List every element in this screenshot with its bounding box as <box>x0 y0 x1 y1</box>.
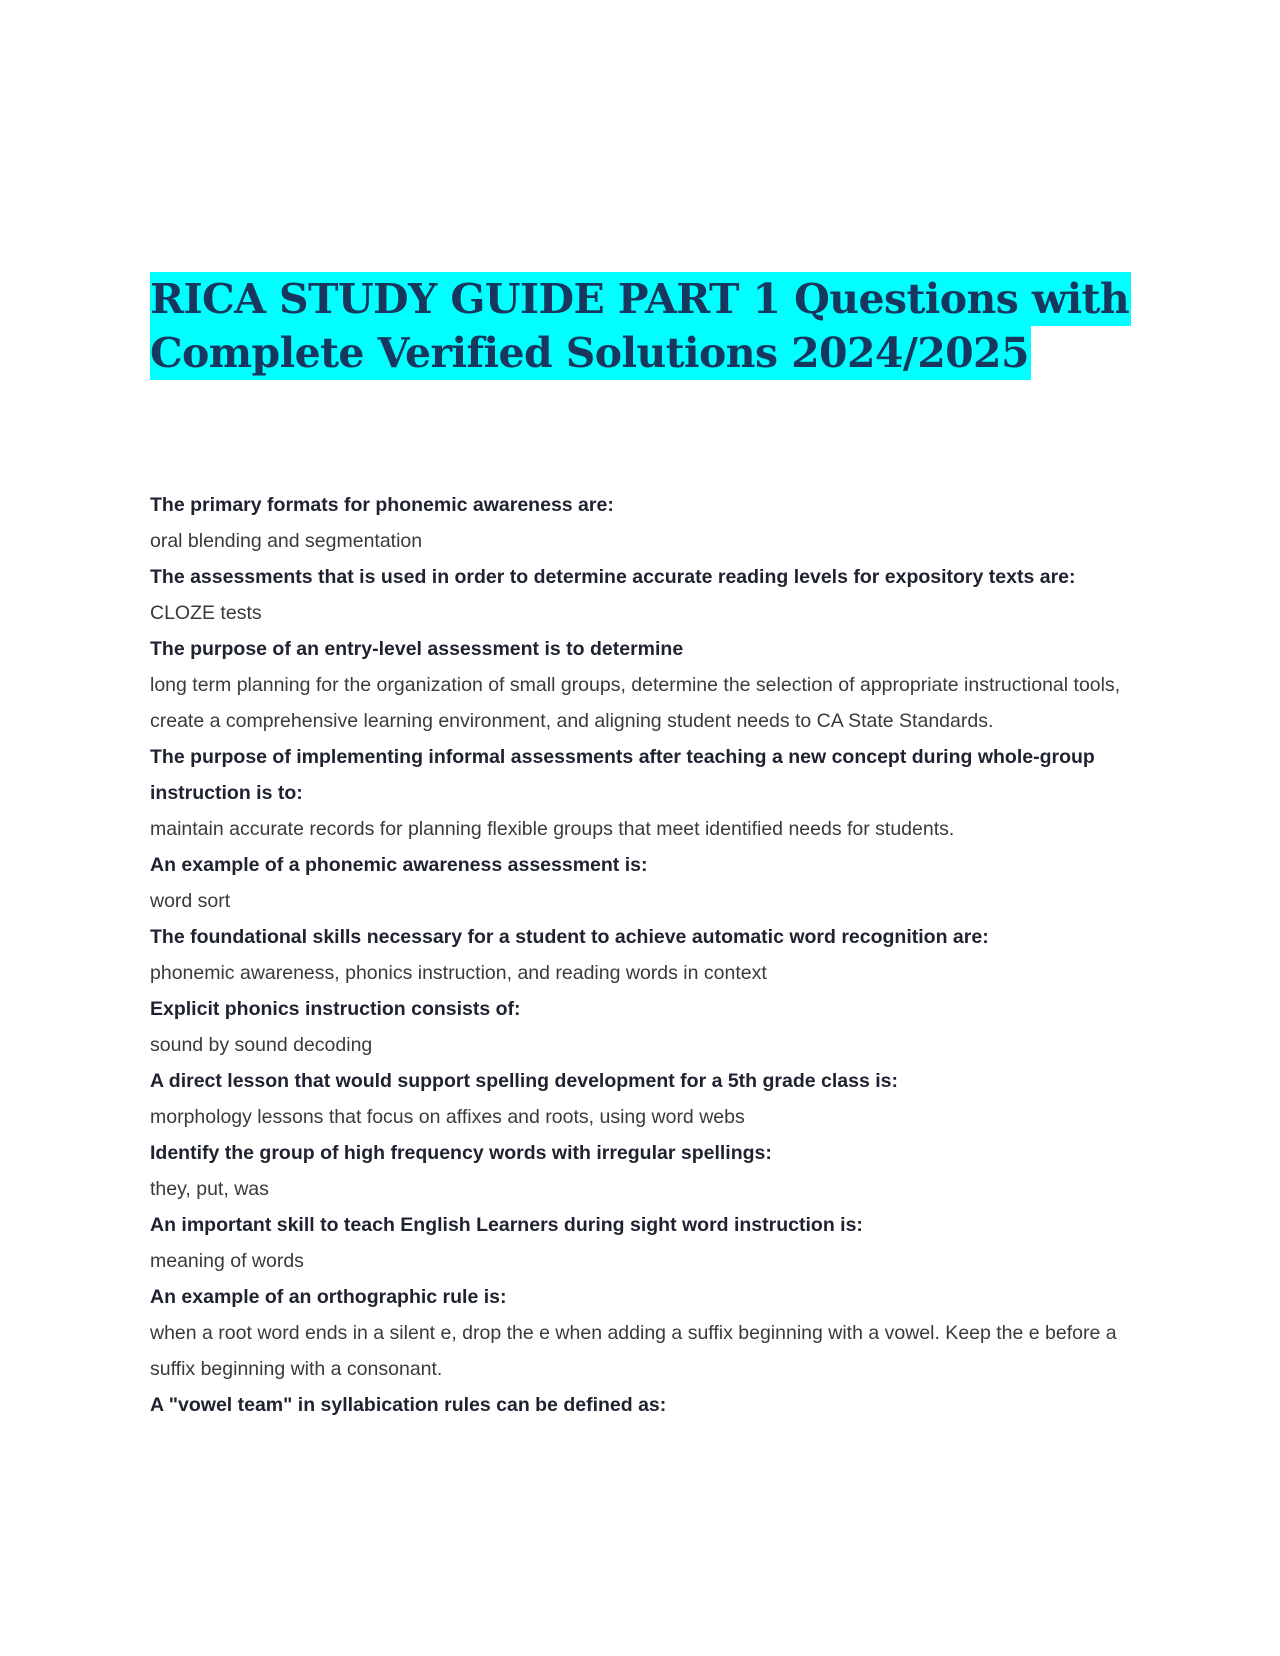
answer-1: oral blending and segmentation <box>150 530 423 552</box>
question-6: The foundational skills necessary for a student to achieve automatic word recognition are: <box>150 926 989 948</box>
answer-6: phonemic awareness, phonics instruction, and reading words in context <box>150 962 767 984</box>
answer-2: CLOZE tests <box>150 602 262 624</box>
title-line-2: Complete Verified Solutions 2024/2025 <box>150 326 1031 380</box>
question-4: The purpose of implementing informal assessments after teaching a new concept during whole-group instruction is to: <box>150 746 1095 804</box>
question-3: The purpose of an entry-level assessment is to determine <box>150 638 684 660</box>
question-7: Explicit phonics instruction consists of: <box>150 998 521 1020</box>
answer-7: sound by sound decoding <box>150 1034 373 1056</box>
qa-list <box>150 487 1160 1423</box>
document-title <box>150 272 1150 380</box>
answer-9: they, put, was <box>150 1178 269 1200</box>
answer-5: word sort <box>150 890 231 912</box>
question-10: An important skill to teach English Learners during sight word instruction is: <box>150 1214 863 1236</box>
question-5: An example of a phonemic awareness assessment is: <box>150 854 648 876</box>
question-2: The assessments that is used in order to determine accurate reading levels for expository texts are: <box>150 566 1076 588</box>
question-12: A "vowel team" in syllabication rules can be defined as: <box>150 1394 667 1416</box>
answer-3: long term planning for the organization of small groups, determine the selection of appropriate instructional tools, create a comprehensive learning environment, and aligning student needs to CA State Standards. <box>150 674 1121 732</box>
answer-4: maintain accurate records for planning flexible groups that meet identified needs for students. <box>150 818 955 840</box>
answer-11: when a root word ends in a silent e, drop the e when adding a suffix beginning with a vowel. Keep the e before a suffix beginning with a consonant. <box>150 1322 1117 1380</box>
question-11: An example of an orthographic rule is: <box>150 1286 507 1308</box>
answer-10: meaning of words <box>150 1250 304 1272</box>
question-9: Identify the group of high frequency words with irregular spellings: <box>150 1142 772 1164</box>
title-line-1: RICA STUDY GUIDE PART 1 Questions with <box>150 272 1131 326</box>
answer-8: morphology lessons that focus on affixes and roots, using word webs <box>150 1106 745 1128</box>
question-1: The primary formats for phonemic awareness are: <box>150 494 614 516</box>
question-8: A direct lesson that would support spelling development for a 5th grade class is: <box>150 1070 898 1092</box>
